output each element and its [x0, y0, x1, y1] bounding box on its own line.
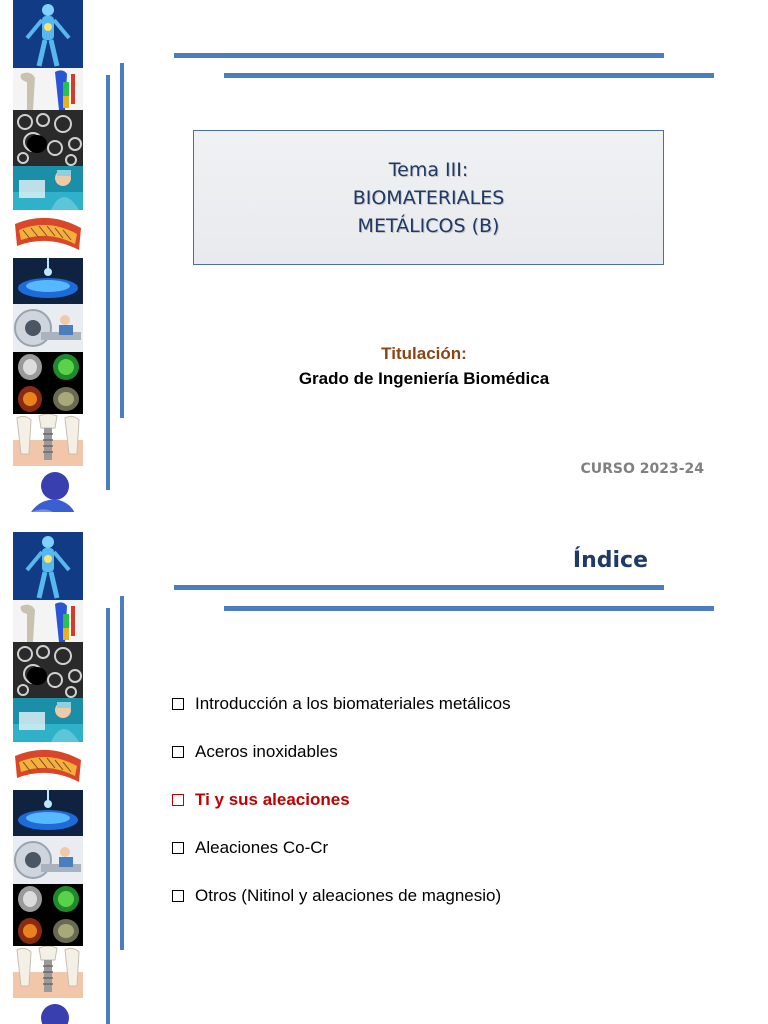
- top-decor-line: [174, 53, 664, 58]
- checkbox-bullet-icon: [172, 698, 184, 710]
- checkbox-bullet-icon: [172, 842, 184, 854]
- checkbox-bullet-icon: [172, 746, 184, 758]
- contact-lens-image: [13, 258, 83, 304]
- inner-vertical-line: [120, 63, 124, 418]
- index-item-label: Otros (Nitinol y aleaciones de magnesio): [195, 886, 502, 905]
- surgeons-image: [13, 698, 83, 742]
- human-body-skeleton-image: [13, 532, 83, 600]
- index-item-label: Aleaciones Co-Cr: [195, 838, 329, 857]
- patient-hand-image: [13, 466, 83, 512]
- outer-vertical-line: [106, 75, 110, 490]
- top-decor-line: [174, 585, 664, 590]
- index-item-introduccion: [172, 692, 511, 716]
- stent-artery-image: [13, 742, 83, 790]
- checkbox-bullet-icon: [172, 794, 184, 806]
- outer-vertical-line: [106, 608, 110, 1024]
- inner-vertical-line: [120, 596, 124, 950]
- titulacion-value: Grado de Ingeniería Biomédica: [298, 369, 550, 388]
- checkbox-bullet-icon: [172, 890, 184, 902]
- image-strip: [13, 0, 83, 512]
- human-body-skeleton-image: [13, 0, 83, 68]
- porous-scaffold-image: [13, 110, 83, 166]
- title-line-1: Tema III:: [388, 158, 469, 181]
- porous-scaffold-image: [13, 642, 83, 698]
- patient-hand-image: [13, 998, 83, 1024]
- title-line-3: METÁLICOS (B): [357, 214, 500, 237]
- index-title: Índice: [572, 548, 648, 573]
- stent-artery-image: [13, 210, 83, 258]
- brain-scans-image: [13, 884, 83, 946]
- dental-implant-image: [13, 946, 83, 998]
- index-item-label: Aceros inoxidables: [195, 742, 338, 761]
- femur-implant-image: [13, 600, 83, 642]
- index-item-otros: [172, 884, 511, 908]
- image-strip: [13, 532, 83, 1024]
- title-box: [193, 130, 664, 265]
- titulacion-label: Titulación:: [381, 344, 467, 363]
- mri-scanner-image: [13, 836, 83, 884]
- surgeons-image: [13, 166, 83, 210]
- index-item-label: Introducción a los biomateriales metálicos: [195, 694, 511, 713]
- index-item-co-cr: [172, 836, 511, 860]
- index-item-label: Ti y sus aleaciones: [195, 790, 350, 809]
- contact-lens-image: [13, 790, 83, 836]
- second-decor-line: [224, 73, 714, 78]
- index-item-aceros: [172, 740, 511, 764]
- femur-implant-image: [13, 68, 83, 110]
- title-line-2: BIOMATERIALES: [352, 186, 505, 209]
- second-decor-line: [224, 606, 714, 611]
- course-year: CURSO 2023-24: [580, 461, 704, 477]
- dental-implant-image: [13, 414, 83, 466]
- index-item-titanio: [172, 788, 511, 812]
- index-list: [172, 692, 511, 932]
- index-slide: [0, 512, 768, 1024]
